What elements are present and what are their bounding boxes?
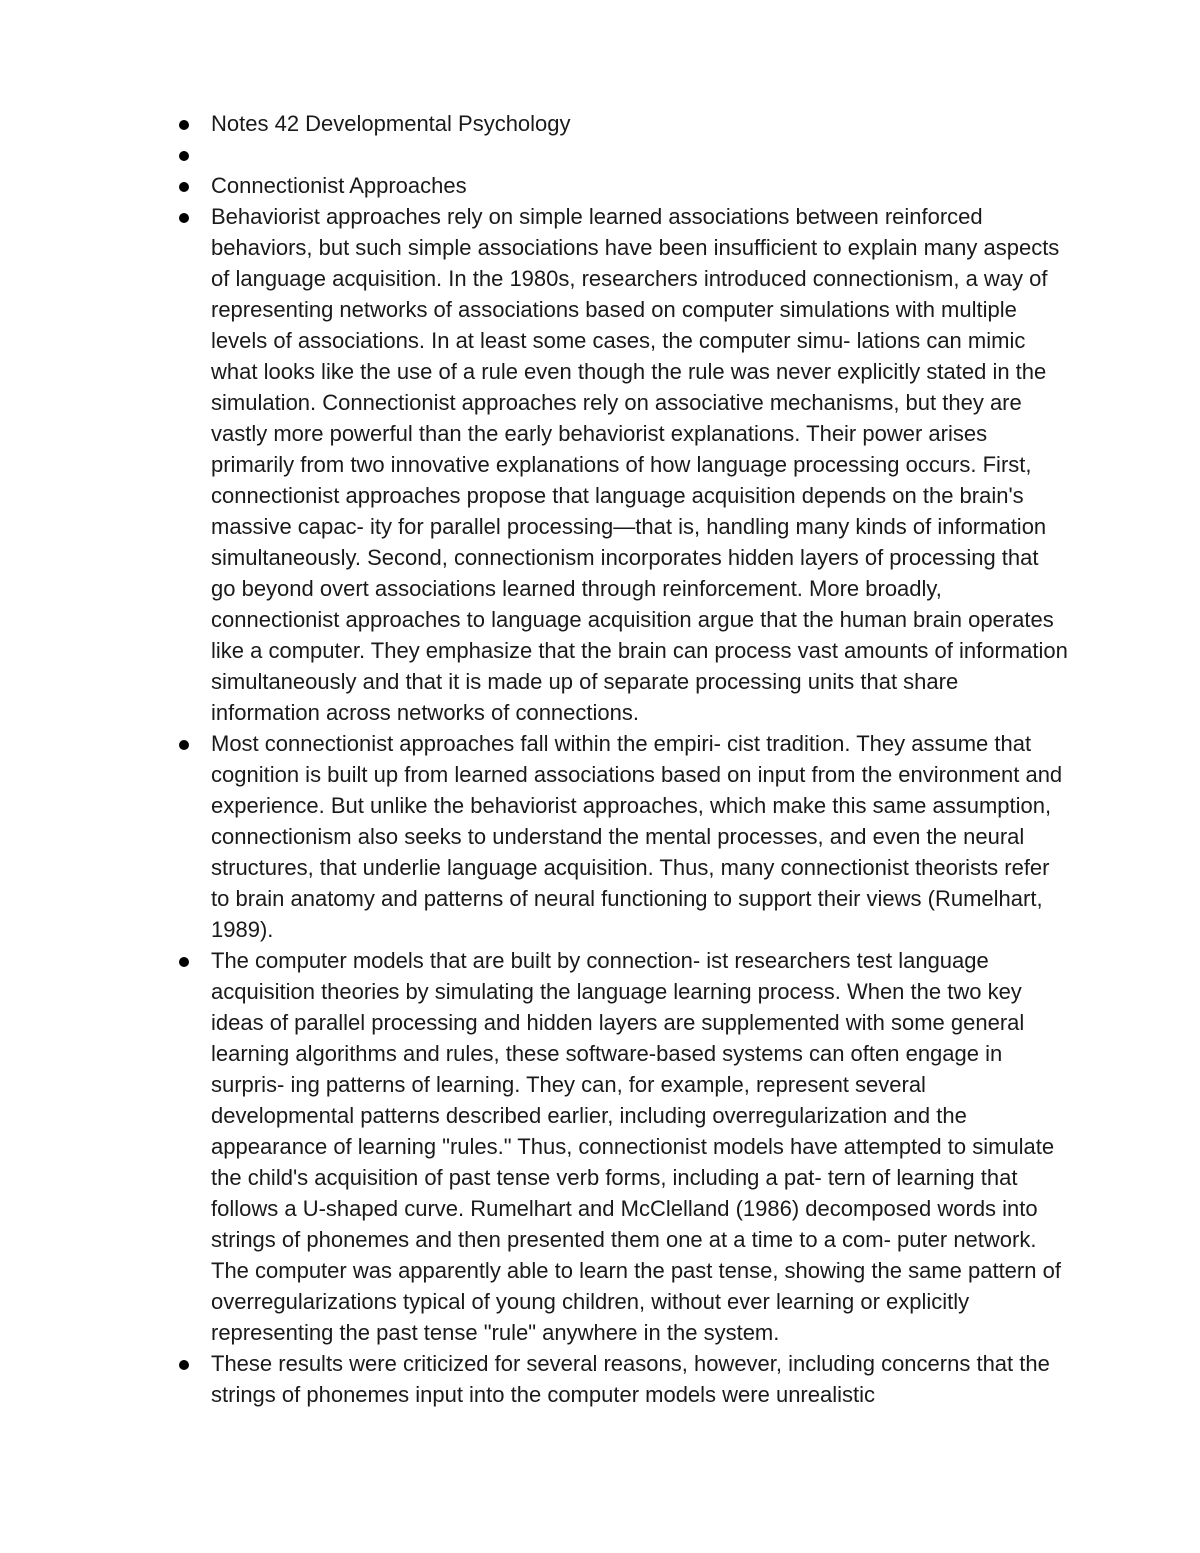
bullet-item-heading [178, 170, 1068, 201]
bullet-dot-icon [179, 182, 189, 192]
bullet-item-paragraph [178, 945, 1068, 1348]
bullet-dot-icon [179, 151, 189, 161]
bullet-text: Most connectionist approaches fall within the empiri- cist tradition. They assume that cognition is built up from learned associations based on input from the environment and experience. But unlike the behaviorist approaches, which make this same assumption, connectionism also seeks to understand the mental processes, and even the neural structures, that underlie language acquisition. Thus, many connectionist theorists refer to brain anatomy and patterns of neural functioning to support their views (Rumelhart, 1989). [211, 731, 1063, 942]
bullet-dot-icon [179, 740, 189, 750]
bullet-text: The computer models that are built by connection- ist researchers test language acquisition theories by simulating the language learning process. When the two key ideas of parallel processing and hidden layers are supplemented with some general learning algorithms and rules, these software-based systems can often engage in surpris- ing patterns of learning. They can, for example, represent several developmental patterns described earlier, including overregularization and the appearance of learning "rules." Thus, connectionist models have attempted to simulate the child's acquisition of past tense verb forms, including a pat- tern of learning that follows a U-shaped curve. Rumelhart and McClelland (1986) decomposed words into strings of phonemes and then presented them one at a time to a com- puter network. The computer was apparently able to learn the past tense, showing the same pattern of overregularizations typical of young children, without ever learning or explicitly representing the past tense "rule" anywhere in the system. [211, 948, 1061, 1345]
bullet-item-paragraph [178, 201, 1068, 728]
bullet-dot-icon [179, 1360, 189, 1370]
bullet-list [178, 108, 1068, 1410]
bullet-text: Notes 42 Developmental Psychology [211, 111, 571, 136]
bullet-dot-icon [179, 957, 189, 967]
bullet-dot-icon [179, 120, 189, 130]
bullet-text: Connectionist Approaches [211, 173, 467, 198]
bullet-dot-icon [179, 213, 189, 223]
bullet-item-empty [178, 139, 1068, 170]
bullet-item-paragraph [178, 728, 1068, 945]
bullet-text: These results were criticized for several reasons, however, including concerns that the strings of phonemes input into the computer models were unrealistic [211, 1351, 1050, 1407]
bullet-item-title [178, 108, 1068, 139]
bullet-text: Behaviorist approaches rely on simple learned associations between reinforced behaviors, but such simple associations have been insufficient to explain many aspects of language acquisition. In the 1980s, researchers introduced connectionism, a way of representing networks of associations based on computer simulations with multiple levels of associations. In at least some cases, the computer simu- lations can mimic what looks like the use of a rule even though the rule was never explicitly stated in the simulation. Connectionist approaches rely on associative mechanisms, but they are vastly more powerful than the early behaviorist explanations. Their power arises primarily from two innovative explanations of how language processing occurs. First, connectionist approaches propose that language acquisition depends on the brain's massive capac- ity for parallel processing—that is, handling many kinds of information simultaneously. Second, connectionism incorporates hidden layers of processing that go beyond overt associations learned through reinforcement. More broadly, connectionist approaches to language acquisition argue that the human brain operates like a computer. They emphasize that the brain can process vast amounts of information simultaneously and that it is made up of separate processing units that share information across networks of connections. [211, 204, 1068, 725]
bullet-item-paragraph [178, 1348, 1068, 1410]
